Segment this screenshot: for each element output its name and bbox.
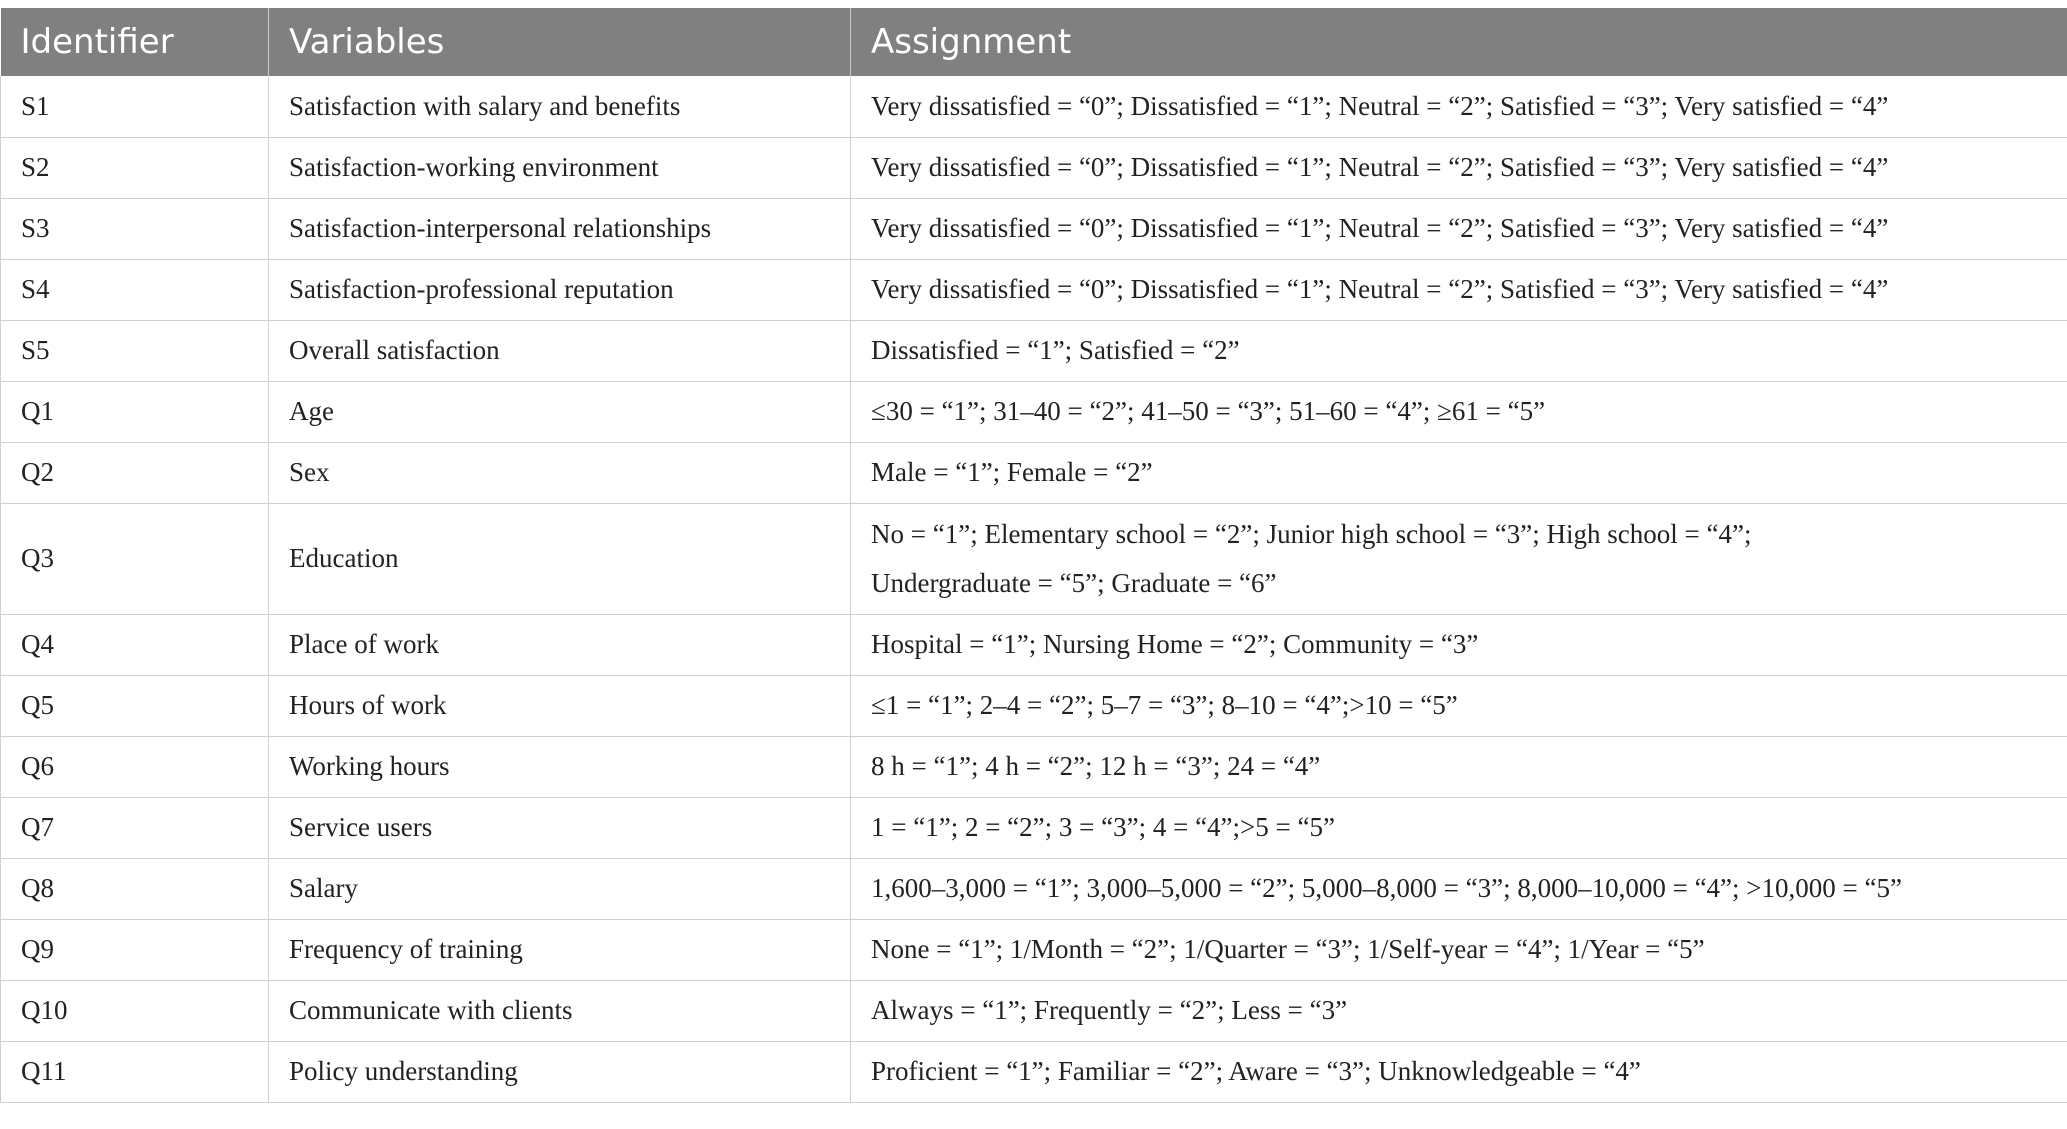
assignment-line: 8 h = “1”; 4 h = “2”; 12 h = “3”; 24 = “4” [871, 751, 1321, 781]
table-row [1, 614, 2067, 675]
cell-identifier: S1 [1, 76, 269, 137]
cell-identifier: S4 [1, 259, 269, 320]
variable-assignment-table-container [0, 8, 2067, 1103]
assignment-line: Very dissatisfied = “0”; Dissatisfied = “1”; Neutral = “2”; Satisfied = “3”; Very satisfied = “4” [871, 90, 1889, 121]
cell-assignment [851, 919, 2067, 980]
cell-identifier: Q4 [1, 614, 269, 675]
cell-assignment [851, 76, 2067, 137]
cell-identifier: Q9 [1, 919, 269, 980]
table-row [1, 137, 2067, 198]
cell-assignment [851, 675, 2067, 736]
table-row [1, 381, 2067, 442]
table-row [1, 320, 2067, 381]
assignment-line: Undergraduate = “5”; Graduate = “6” [871, 567, 1277, 598]
cell-variable: Salary [269, 858, 851, 919]
cell-assignment [851, 736, 2067, 797]
cell-assignment [851, 858, 2067, 919]
table-body [1, 76, 2067, 1102]
cell-identifier: Q1 [1, 381, 269, 442]
cell-assignment [851, 442, 2067, 503]
assignment-line: ≤30 = “1”; 31–40 = “2”; 41–50 = “3”; 51–60 = “4”; ≥61 = “5” [871, 396, 1546, 426]
assignment-line: No = “1”; Elementary school = “2”; Junior high school = “3”; High school = “4”; [871, 518, 1752, 549]
assignment-line: Male = “1”; Female = “2” [871, 457, 1153, 487]
cell-assignment [851, 614, 2067, 675]
header-identifier: Identifier [1, 8, 269, 76]
cell-variable: Frequency of training [269, 919, 851, 980]
cell-variable: Satisfaction-working environment [269, 137, 851, 198]
cell-assignment [851, 198, 2067, 259]
header-row [1, 8, 2067, 76]
cell-identifier: S3 [1, 198, 269, 259]
table-row [1, 919, 2067, 980]
cell-identifier: Q8 [1, 858, 269, 919]
assignment-line: 1 = “1”; 2 = “2”; 3 = “3”; 4 = “4”;>5 = “5” [871, 812, 1335, 842]
table-row [1, 76, 2067, 137]
cell-variable: Satisfaction-interpersonal relationships [269, 198, 851, 259]
cell-identifier: Q3 [1, 503, 269, 614]
cell-identifier: Q10 [1, 980, 269, 1041]
cell-assignment [851, 980, 2067, 1041]
cell-variable: Hours of work [269, 675, 851, 736]
cell-identifier: Q11 [1, 1041, 269, 1102]
assignment-line: Very dissatisfied = “0”; Dissatisfied = “1”; Neutral = “2”; Satisfied = “3”; Very satisfied = “4” [871, 274, 1889, 304]
cell-identifier: Q6 [1, 736, 269, 797]
assignment-line: None = “1”; 1/Month = “2”; 1/Quarter = “3”; 1/Self-year = “4”; 1/Year = “5” [871, 934, 1705, 964]
assignment-line: ≤1 = “1”; 2–4 = “2”; 5–7 = “3”; 8–10 = “4”;>10 = “5” [871, 690, 1458, 720]
cell-variable: Education [269, 503, 851, 614]
cell-assignment [851, 259, 2067, 320]
cell-identifier: S5 [1, 320, 269, 381]
cell-variable: Sex [269, 442, 851, 503]
assignment-line: Always = “1”; Frequently = “2”; Less = “3” [871, 995, 1348, 1025]
cell-variable: Place of work [269, 614, 851, 675]
cell-identifier: Q2 [1, 442, 269, 503]
cell-variable: Service users [269, 797, 851, 858]
assignment-line: 1,600–3,000 = “1”; 3,000–5,000 = “2”; 5,000–8,000 = “3”; 8,000–10,000 = “4”; >10,000 = “5” [871, 873, 1902, 903]
variable-assignment-table [0, 8, 2067, 1103]
cell-identifier: S2 [1, 137, 269, 198]
assignment-line: Very dissatisfied = “0”; Dissatisfied = “1”; Neutral = “2”; Satisfied = “3”; Very satisfied = “4” [871, 213, 1889, 243]
cell-variable: Working hours [269, 736, 851, 797]
cell-assignment [851, 503, 2067, 614]
table-header [1, 8, 2067, 76]
cell-assignment [851, 797, 2067, 858]
table-row [1, 736, 2067, 797]
table-row [1, 198, 2067, 259]
cell-variable: Satisfaction with salary and benefits [269, 76, 851, 137]
assignment-line: Very dissatisfied = “0”; Dissatisfied = “1”; Neutral = “2”; Satisfied = “3”; Very satisfied = “4” [871, 152, 1889, 182]
cell-variable: Communicate with clients [269, 980, 851, 1041]
header-variables: Variables [269, 8, 851, 76]
assignment-line: Proficient = “1”; Familiar = “2”; Aware = “3”; Unknowledgeable = “4” [871, 1056, 1641, 1086]
cell-assignment [851, 1041, 2067, 1102]
cell-variable: Satisfaction-professional reputation [269, 259, 851, 320]
header-assignment: Assignment [851, 8, 2067, 76]
table-row [1, 503, 2067, 614]
cell-identifier: Q5 [1, 675, 269, 736]
cell-assignment [851, 320, 2067, 381]
cell-identifier: Q7 [1, 797, 269, 858]
table-row [1, 442, 2067, 503]
cell-variable: Age [269, 381, 851, 442]
cell-variable: Overall satisfaction [269, 320, 851, 381]
table-row [1, 858, 2067, 919]
cell-assignment [851, 137, 2067, 198]
table-row [1, 259, 2067, 320]
cell-variable: Policy understanding [269, 1041, 851, 1102]
table-row [1, 1041, 2067, 1102]
table-row [1, 797, 2067, 858]
assignment-line: Hospital = “1”; Nursing Home = “2”; Community = “3” [871, 629, 1479, 659]
assignment-line: Dissatisfied = “1”; Satisfied = “2” [871, 335, 1240, 365]
table-row [1, 980, 2067, 1041]
cell-assignment [851, 381, 2067, 442]
table-row [1, 675, 2067, 736]
